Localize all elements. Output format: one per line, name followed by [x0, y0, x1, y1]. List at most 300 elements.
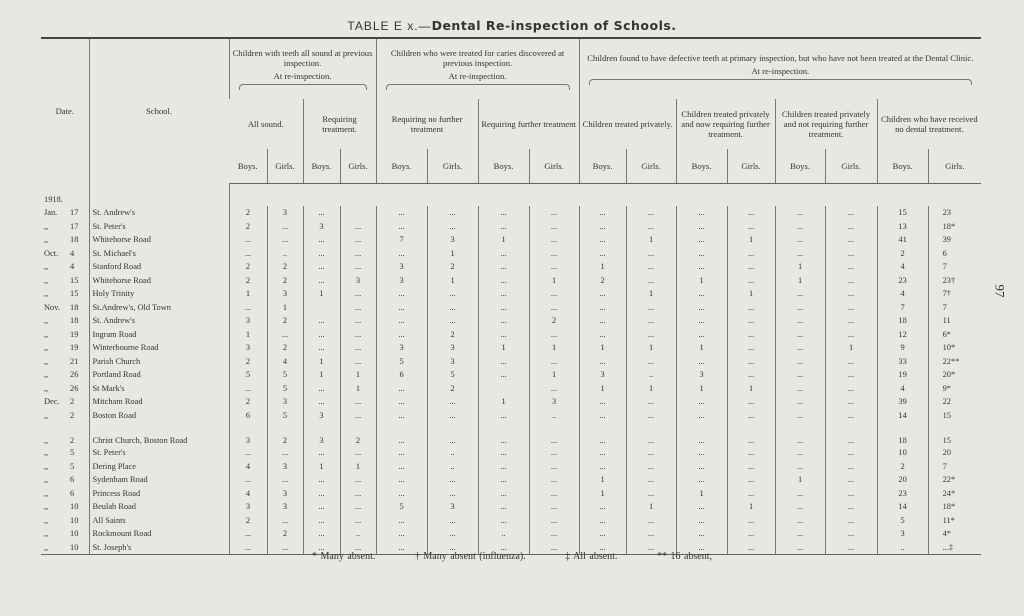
value-cell: ..: [529, 409, 579, 423]
value-cell: 23: [877, 487, 928, 501]
value-cell: 4*: [928, 527, 981, 541]
value-cell: ...: [340, 541, 376, 555]
value-cell: ...: [340, 328, 376, 342]
date-cell: [41, 500, 89, 514]
value-cell: 23: [877, 274, 928, 288]
value-cell: ...: [376, 395, 427, 409]
value-cell: 1: [676, 382, 727, 396]
value-cell: 1: [303, 287, 340, 301]
value-cell: ...: [478, 260, 529, 274]
value-cell: ..: [877, 541, 928, 555]
value-cell: 2: [427, 382, 478, 396]
value-cell: 1: [478, 341, 529, 355]
value-cell: 18: [877, 314, 928, 328]
value-cell: 3: [303, 422, 340, 446]
value-cell: 18*: [928, 220, 981, 234]
value-cell: 1: [529, 341, 579, 355]
value-cell: ...: [775, 500, 825, 514]
value-cell: ...: [303, 260, 340, 274]
subheader-privately-requiring: Children treated privately and now requiring further treatment.: [676, 99, 775, 149]
value-cell: ...: [529, 247, 579, 261]
girls-column-header: Girls.: [529, 149, 579, 184]
value-cell: ...: [676, 422, 727, 446]
date-cell: [41, 274, 89, 288]
value-cell: 3: [340, 274, 376, 288]
table-row: [41, 500, 981, 514]
date-day: 26: [70, 383, 79, 393]
value-cell: 5: [267, 368, 303, 382]
value-cell: 9*: [928, 382, 981, 396]
value-cell: 4: [877, 382, 928, 396]
value-cell: 23†: [928, 274, 981, 288]
value-cell: 1: [579, 341, 626, 355]
date-cell: [41, 287, 89, 301]
value-cell: ...: [340, 409, 376, 423]
value-cell: 1: [775, 473, 825, 487]
footnote-sixteen-absent: ** 16 absent,: [656, 551, 712, 562]
value-cell: 1: [267, 301, 303, 315]
date-day: 17: [70, 208, 79, 218]
value-cell: ...: [727, 341, 775, 355]
group-treated-at-label: At re-inspection.: [448, 71, 507, 81]
value-cell: ...: [727, 395, 775, 409]
value-cell: 3: [427, 341, 478, 355]
value-cell: ...: [579, 301, 626, 315]
value-cell: 2: [267, 314, 303, 328]
date-month: ,,: [44, 289, 49, 299]
value-cell: 1: [229, 287, 267, 301]
school-cell: Ingram Road: [89, 328, 229, 342]
value-cell: ...: [775, 328, 825, 342]
value-cell: 5: [877, 514, 928, 528]
table-number: TABLE E x.—: [347, 19, 432, 33]
value-cell: ..: [267, 247, 303, 261]
value-cell: 4: [877, 287, 928, 301]
school-cell: St. Michael's: [89, 247, 229, 261]
value-cell: ...: [376, 206, 427, 220]
group-sound-brace: [239, 84, 367, 90]
value-cell: ...: [478, 355, 529, 369]
value-cell: ...: [825, 301, 877, 315]
value-cell: ...: [825, 500, 877, 514]
value-cell: ...: [303, 473, 340, 487]
value-cell: ...: [529, 260, 579, 274]
value-cell: ...: [229, 541, 267, 555]
value-cell: ...: [775, 527, 825, 541]
value-cell: 33: [877, 355, 928, 369]
value-cell: ...: [825, 422, 877, 446]
date-cell: [41, 395, 89, 409]
value-cell: ...: [775, 409, 825, 423]
value-cell: 1: [340, 368, 376, 382]
value-cell: ...: [478, 274, 529, 288]
value-cell: 1: [727, 287, 775, 301]
value-cell: 3: [267, 487, 303, 501]
group-defective-at-label: At re-inspection.: [751, 66, 810, 76]
value-cell: ...: [775, 355, 825, 369]
value-cell: 3: [529, 395, 579, 409]
value-cell: 3: [267, 460, 303, 474]
date-cell: [41, 355, 89, 369]
value-cell: 7: [928, 460, 981, 474]
value-cell: ...: [529, 422, 579, 446]
value-cell: ...: [529, 233, 579, 247]
value-cell: ...: [303, 527, 340, 541]
date-day: 18: [70, 316, 79, 326]
value-cell: ...: [626, 446, 676, 460]
value-cell: ...: [727, 274, 775, 288]
date-day: 15: [70, 275, 79, 285]
subheader-no-further-treatment: Requiring no further treatment: [376, 99, 478, 149]
school-cell: St Mark's: [89, 382, 229, 396]
value-cell: ...: [267, 233, 303, 247]
value-cell: 1: [626, 500, 676, 514]
value-cell: ...: [229, 473, 267, 487]
date-month: ,,: [44, 316, 49, 326]
boys-column-header: Boys.: [478, 149, 529, 184]
value-cell: 6: [928, 247, 981, 261]
date-cell: [41, 473, 89, 487]
value-cell: ...: [579, 514, 626, 528]
group-defective-brace: [589, 79, 973, 85]
value-cell: ...: [529, 446, 579, 460]
school-cell: Boston Road: [89, 409, 229, 423]
value-cell: ...: [427, 473, 478, 487]
school-cell: Dering Place: [89, 460, 229, 474]
value-cell: ...: [579, 355, 626, 369]
value-cell: 22: [928, 395, 981, 409]
date-month: ,,: [44, 448, 49, 458]
value-cell: ...: [340, 500, 376, 514]
date-cell: [41, 247, 89, 261]
value-cell: ...: [478, 328, 529, 342]
value-cell: 1: [626, 382, 676, 396]
value-cell: 3: [877, 527, 928, 541]
date-month: ,,: [44, 383, 49, 393]
group-treated-brace: [386, 84, 570, 90]
value-cell: ...: [825, 328, 877, 342]
table-row: [41, 422, 981, 446]
value-cell: ...: [676, 287, 727, 301]
value-cell: ...: [676, 527, 727, 541]
value-cell: ...: [626, 274, 676, 288]
date-cell: [41, 301, 89, 315]
value-cell: ...: [529, 541, 579, 555]
school-cell: Sydenham Road: [89, 473, 229, 487]
date-month: ,,: [44, 275, 49, 285]
date-month: ,,: [44, 370, 49, 380]
value-cell: 2: [229, 206, 267, 220]
value-cell: ...: [340, 487, 376, 501]
value-cell: 1: [775, 274, 825, 288]
value-cell: 14: [877, 500, 928, 514]
date-month: ,,: [44, 475, 49, 485]
value-cell: ...: [267, 514, 303, 528]
date-month: Dec.: [44, 397, 60, 407]
date-day: 21: [70, 356, 79, 366]
value-cell: 5: [376, 500, 427, 514]
school-cell: Rockmount Road: [89, 527, 229, 541]
value-cell: ...: [676, 395, 727, 409]
value-cell: 15: [877, 206, 928, 220]
value-cell: ...: [727, 260, 775, 274]
value-cell: ...: [478, 368, 529, 382]
value-cell: ...: [427, 527, 478, 541]
value-cell: ...: [727, 422, 775, 446]
value-cell: ...: [303, 382, 340, 396]
value-cell: 3: [376, 274, 427, 288]
value-cell: ...: [727, 527, 775, 541]
value-cell: ...: [376, 473, 427, 487]
value-cell: ...: [579, 287, 626, 301]
group-sound-header: [229, 38, 376, 99]
value-cell: 1: [676, 487, 727, 501]
value-cell: ...: [775, 233, 825, 247]
value-cell: ...: [727, 487, 775, 501]
date-month: Oct.: [44, 248, 59, 258]
value-cell: 3: [427, 500, 478, 514]
value-cell: ...: [825, 527, 877, 541]
value-cell: ...: [267, 328, 303, 342]
value-cell: ...: [727, 446, 775, 460]
girls-column-header: Girls.: [340, 149, 376, 184]
value-cell: ...: [376, 422, 427, 446]
value-cell: ...: [427, 541, 478, 555]
value-cell: ...: [376, 541, 427, 555]
value-cell: [303, 301, 340, 315]
value-cell: 23: [928, 206, 981, 220]
value-cell: ...: [478, 460, 529, 474]
year-row: [41, 184, 981, 207]
date-cell: [41, 368, 89, 382]
value-cell: ...: [825, 541, 877, 555]
date-cell: [41, 460, 89, 474]
value-cell: 5: [427, 368, 478, 382]
school-cell: Mitcham Road: [89, 395, 229, 409]
value-cell: [478, 382, 529, 396]
value-cell: ...: [267, 446, 303, 460]
value-cell: ...: [376, 301, 427, 315]
date-month: ,,: [44, 356, 49, 366]
value-cell: ...: [825, 395, 877, 409]
value-cell: 1: [676, 274, 727, 288]
table-row: [41, 446, 981, 460]
value-cell: 1: [427, 247, 478, 261]
value-cell: ...: [825, 220, 877, 234]
subheader-treated-privately: Children treated privately.: [579, 99, 676, 149]
value-cell: ...: [478, 220, 529, 234]
value-cell: ...: [229, 382, 267, 396]
value-cell: 1: [478, 395, 529, 409]
value-cell: 3: [303, 409, 340, 423]
subheader-privately-not-requiring: Children treated privately and not requiring further treatment.: [775, 99, 877, 149]
value-cell: ...: [340, 395, 376, 409]
subheader-no-dental-treatment: Children who have received no dental treatment.: [877, 99, 981, 149]
table-row: [41, 514, 981, 528]
value-cell: ...: [727, 409, 775, 423]
value-cell: 4: [877, 260, 928, 274]
school-cell: Beulah Road: [89, 500, 229, 514]
subheader-further-treatment: Requiring further treatment: [478, 99, 579, 149]
value-cell: ...: [529, 514, 579, 528]
value-cell: ...: [478, 500, 529, 514]
value-cell: ...: [340, 233, 376, 247]
value-cell: ...: [579, 527, 626, 541]
value-cell: ...: [676, 260, 727, 274]
date-cell: [41, 220, 89, 234]
date-day: 10: [70, 515, 79, 525]
value-cell: 2: [267, 527, 303, 541]
value-cell: ...: [676, 460, 727, 474]
year-row-fill: [229, 184, 981, 207]
value-cell: ...: [478, 446, 529, 460]
value-cell: ...: [626, 487, 676, 501]
value-cell: 2: [427, 328, 478, 342]
value-cell: ...: [825, 274, 877, 288]
value-cell: 12: [877, 328, 928, 342]
value-cell: ...: [229, 233, 267, 247]
value-cell: 5: [267, 409, 303, 423]
value-cell: 3: [376, 341, 427, 355]
date-month: Nov.: [44, 302, 60, 312]
table-row: [41, 487, 981, 501]
value-cell: ...: [478, 514, 529, 528]
value-cell: ...: [529, 355, 579, 369]
value-cell: ...: [676, 541, 727, 555]
value-cell: ...: [676, 500, 727, 514]
value-cell: ...: [825, 382, 877, 396]
value-cell: 2: [427, 260, 478, 274]
value-cell: 10*: [928, 341, 981, 355]
table-row: [41, 341, 981, 355]
value-cell: 2: [267, 341, 303, 355]
value-cell: ...: [579, 247, 626, 261]
value-cell: ...: [775, 395, 825, 409]
school-cell: St. Peter's: [89, 446, 229, 460]
value-cell: 1: [427, 274, 478, 288]
value-cell: ...: [340, 301, 376, 315]
value-cell: 7: [877, 301, 928, 315]
value-cell: 7: [928, 260, 981, 274]
value-cell: 22**: [928, 355, 981, 369]
table-row: [41, 527, 981, 541]
value-cell: 7†: [928, 287, 981, 301]
value-cell: ...: [303, 233, 340, 247]
school-cell: All Saints: [89, 514, 229, 528]
value-cell: ...: [478, 206, 529, 220]
value-cell: 1: [626, 341, 676, 355]
value-cell: ...: [376, 220, 427, 234]
value-cell: ...: [626, 301, 676, 315]
value-cell: 2: [529, 314, 579, 328]
value-cell: ...: [303, 328, 340, 342]
table-row: [41, 206, 981, 220]
value-cell: 39: [877, 395, 928, 409]
date-cell: [41, 422, 89, 446]
boys-column-header: Boys.: [579, 149, 626, 184]
value-cell: ...: [529, 487, 579, 501]
date-day: 6: [70, 488, 75, 498]
value-cell: 3: [376, 260, 427, 274]
subheader-requiring-treatment: Requiring treatment.: [303, 99, 376, 149]
value-cell: ...: [676, 514, 727, 528]
value-cell: ...: [303, 314, 340, 328]
school-header: School.: [89, 38, 229, 184]
value-cell: ...: [727, 473, 775, 487]
date-month: ,,: [44, 502, 49, 512]
value-cell: 1: [340, 460, 376, 474]
value-cell: ...: [478, 487, 529, 501]
value-cell: 3: [303, 220, 340, 234]
value-cell: ...: [529, 220, 579, 234]
value-cell: ...: [626, 206, 676, 220]
value-cell: ...: [626, 220, 676, 234]
value-cell: 22*: [928, 473, 981, 487]
value-cell: ...: [579, 409, 626, 423]
page-number: 97: [992, 284, 1008, 298]
date-day: 19: [70, 343, 79, 353]
date-cell: [41, 314, 89, 328]
date-month: ,,: [44, 542, 49, 552]
value-cell: ...: [727, 514, 775, 528]
value-cell: ...: [727, 368, 775, 382]
value-cell: ...: [676, 446, 727, 460]
value-cell: 20: [877, 473, 928, 487]
date-day: 6: [70, 475, 75, 485]
value-cell: 18: [877, 422, 928, 446]
value-cell: ...: [427, 220, 478, 234]
girls-column-header: Girls.: [267, 149, 303, 184]
value-cell: ...: [529, 500, 579, 514]
value-cell: 1: [579, 260, 626, 274]
value-cell: ...: [676, 328, 727, 342]
value-cell: ...: [340, 247, 376, 261]
date-day: 5: [70, 448, 75, 458]
footnote-many-absent: * Many absent.: [312, 551, 376, 562]
date-month: ,,: [44, 488, 49, 498]
value-cell: ...: [825, 314, 877, 328]
value-cell: ...: [376, 527, 427, 541]
school-cell: Portland Road: [89, 368, 229, 382]
value-cell: ...: [825, 206, 877, 220]
value-cell: ...: [478, 422, 529, 446]
value-cell: ...: [303, 541, 340, 555]
value-cell: ...: [579, 314, 626, 328]
value-cell: ...: [376, 409, 427, 423]
value-cell: ...: [775, 422, 825, 446]
table-row: [41, 368, 981, 382]
value-cell: ...: [626, 514, 676, 528]
value-cell: ...: [376, 247, 427, 261]
girls-column-header: Girls.: [427, 149, 478, 184]
value-cell: ...: [626, 355, 676, 369]
value-cell: 1: [727, 233, 775, 247]
value-cell: 5: [229, 368, 267, 382]
value-cell: ..: [340, 527, 376, 541]
value-cell: ...: [340, 446, 376, 460]
value-cell: 3: [267, 500, 303, 514]
value-cell: 3: [676, 368, 727, 382]
value-cell: ...: [676, 220, 727, 234]
value-cell: 1: [727, 382, 775, 396]
value-cell: ...: [775, 206, 825, 220]
value-cell: ...: [775, 514, 825, 528]
value-cell: 1: [825, 341, 877, 355]
value-cell: ...: [478, 409, 529, 423]
date-day: 2: [70, 410, 75, 420]
value-cell: ...: [579, 541, 626, 555]
value-cell: ...: [775, 301, 825, 315]
